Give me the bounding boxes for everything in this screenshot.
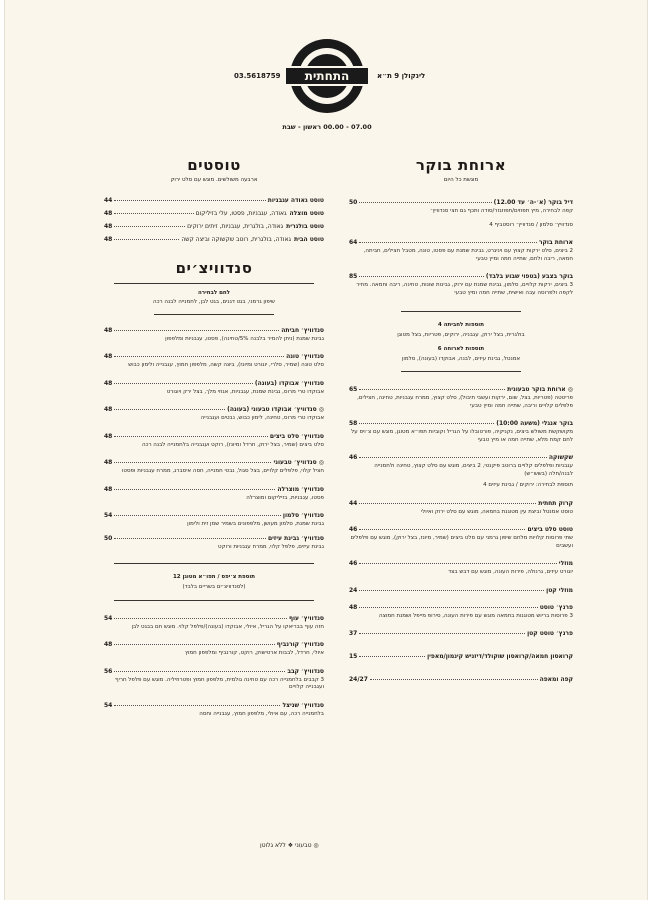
toasts-sandwiches-section <box>104 156 324 718</box>
item-price: 50 <box>104 534 113 542</box>
item-description: עגבניות ופלפלים קלויים ברוטב פיקנטי, 2 ביצים, מוגש עם סלט קצוץ, טחינה ולחמנייה לבנה/חלה (בשש״ש) <box>374 463 573 477</box>
menu-item <box>104 535 324 552</box>
menu-item <box>104 236 324 243</box>
menu-item <box>349 454 573 490</box>
menu-item <box>349 273 573 297</box>
item-name: סנדוויץ׳ אבוקדו (בעונה) <box>254 379 324 387</box>
item-price: 48 <box>104 236 113 243</box>
item-description: יוגורט עיזים, גרנולה, פירות העונה, מוגש עם דבש בצד <box>448 569 573 575</box>
item-name: טוסט מוצלה <box>289 210 324 217</box>
item-name: בוקר בצבע (בטפוי שבוע בלבד) <box>485 273 573 280</box>
breakfast-subtitle: מוגשת כל היום <box>443 177 479 183</box>
item-name: בוקר אנגלי (משעה 10:00) <box>496 420 573 427</box>
item-price: 37 <box>349 630 358 637</box>
item-price: 54 <box>104 614 113 622</box>
item-price: 56 <box>104 667 113 675</box>
menu-item <box>104 197 324 204</box>
item-description: סלט ביצים (שמיר, בצל ירוק, חרדל ומיונז), רוקט ועגבנייה בלחמנייה לבנה רכה <box>141 441 324 448</box>
item-price: 50 <box>349 199 358 206</box>
extras-desc: אמנטל, גבינת עיזים, לבנה, אבוקדו (בעונה), סלמון <box>401 355 521 362</box>
item-price: 48 <box>104 210 113 217</box>
item-description: גבינת עיזים, פלפל קלוי, ממרח עגבניות ורוקט <box>218 543 324 550</box>
menu-item <box>104 210 324 217</box>
item-price: 48 <box>104 223 113 230</box>
legend-footer: ◎ טבעוני ❖ ללא גלוטן <box>260 842 319 849</box>
divider <box>401 311 521 312</box>
menu-item <box>104 406 324 423</box>
item-name: קרוק תחתית <box>538 499 573 507</box>
breakfast-section <box>349 156 573 683</box>
item-name: ◎ סנדוויץ׳ אבוקדו טבעוני (בעונה) <box>227 406 324 413</box>
phone: 03.5618759 <box>234 72 281 80</box>
menu-item <box>104 327 324 344</box>
divider <box>114 283 314 284</box>
item-name: סנדוויץ׳ קורנביף <box>276 641 324 648</box>
menu-item <box>104 702 324 719</box>
item-name: סנדוויץ׳ מוצרלה <box>277 485 324 493</box>
menu-item <box>104 433 324 450</box>
item-name: ארוחת בוקר <box>538 239 573 246</box>
extras-desc: בולגרית, בצל ירוק, עגבניה, ירוקים, פטריות, בצל מטוגן <box>397 332 525 338</box>
item-description: טוסט אמנטל וביצת עין מטוגנת בחמאה, מוגש עם סלט ירוק ואיולי <box>420 508 573 515</box>
item-price: 46 <box>349 526 358 533</box>
menu-item <box>349 560 573 577</box>
toasts-subtitle: ארבעה משולשים. מוגש עם סלט ירוק <box>170 177 258 183</box>
divider <box>401 371 521 372</box>
item-description: מקושקשת משולש ביצים, נקניקיה, פורטובלו על הגריל וקוביות תפו״א מטוגן, מוגש עם צ׳ויס על לחם קמח מלא, שתייה חמה או מיץ טבעי <box>351 429 573 443</box>
item-price: 24/27 <box>349 676 368 683</box>
menu-item <box>104 641 324 658</box>
item-name: טוסט גאודה עגבניות <box>267 197 324 204</box>
item-price: 48 <box>104 641 113 648</box>
item-price: 46 <box>349 454 358 461</box>
menu-item <box>349 239 573 263</box>
menu-item <box>104 353 324 370</box>
extras-title: תוספות לארוחה 6 <box>437 345 485 352</box>
chips-addon: תוספת צ׳יפס / תפו״א מטוגן 12 <box>172 574 256 580</box>
menu-item <box>349 676 573 683</box>
divider <box>114 600 314 601</box>
item-note: תוספת לבחירה: ירוקים / גבינת עיזים 4 <box>483 482 573 488</box>
item-description: איולי, חרדל, לבבות ארטישוק, רוקט, קורנביף ומלפפון חמוץ <box>184 650 324 656</box>
item-description: קפה לבחירה, מיץ תפוזים/תפוזגזר/סודה ותכף גם חצי סנדוויץ׳ <box>430 208 573 214</box>
item-name: קפה ומאפה <box>539 676 573 683</box>
menu-item <box>104 380 324 397</box>
item-price: 54 <box>104 701 113 709</box>
item-price: 48 <box>104 353 113 360</box>
menu-item <box>104 668 324 692</box>
toasts-title: טוסטים <box>187 156 241 174</box>
item-price: 24 <box>349 586 358 594</box>
item-name: סנדוויץ׳ טונה <box>286 353 324 360</box>
restaurant-logo <box>290 39 364 113</box>
item-description: אבוקדו טרי מרוס, גבינת שמנת, עגבניות, אגוזי מלך, בצל ירק ויוגורט <box>166 388 324 395</box>
divider <box>154 314 274 315</box>
opening-hours: 07.00 - 00.00 ראשון - שבת <box>282 123 372 131</box>
item-name: מוזלי <box>558 560 573 567</box>
menu-item <box>349 630 573 637</box>
item-price: 44 <box>349 499 358 507</box>
item-detail: גאודה, עגבניות, פסטו, עלי בזיליקום <box>195 210 287 217</box>
item-detail: גאודה, בולגרית, עגבניות, זיתים ירוקים <box>187 223 284 230</box>
menu-item <box>349 604 573 621</box>
item-description: פריטטה (פטריות, בצל, שום, ירקות ועשבי תיבול), סלט קצוץ, ממרח עגבניות, טחינה, חצילים, פלפלים קלויים וריבה, שתייה חמה ומיץ טבעי <box>357 395 573 409</box>
item-name: סנדוויץ׳ סלמון <box>282 512 324 519</box>
menu-item <box>104 459 324 476</box>
logo-text: התחתית <box>286 66 368 86</box>
bread-desc: שיפון גרמני, בגט דגנים, בגט לבן, לחמנייה לבנה רכה <box>153 299 275 305</box>
item-price: 48 <box>104 379 113 387</box>
item-price: 65 <box>349 386 358 393</box>
menu-item <box>104 486 324 503</box>
breakfast-title: ארוחת בוקר <box>415 156 507 174</box>
item-price: 85 <box>349 273 358 280</box>
item-description: גבינת שמנת, סלמון מעושן, מלפפונים בשמיר שמן זית ולימון <box>187 521 324 527</box>
item-name: מוזלי קטן <box>546 586 573 594</box>
item-description: גבינת שמנת (ניתן להמיר בלבנה 5%/טחינה), פסטו, עגבניות ומלפפון <box>165 335 324 342</box>
item-description: 3 פרוסות בריוש מטוגנות בחמאה מוגש עם פירות העונה, סירופ מייפל ושמנת חמוצה <box>379 612 573 619</box>
item-price: 58 <box>349 420 358 427</box>
item-price: 48 <box>104 326 113 334</box>
sandwiches-title: סנדוויצ׳ים <box>175 259 253 277</box>
item-description: חזה עוף בבריאקו על הגריל, איולי, אבוקדו (בעונה)/פלפל קלוי. מוגש חם בבגט לבן <box>131 623 324 630</box>
menu-item <box>349 420 573 444</box>
item-name: טוסט הבית <box>293 236 324 243</box>
item-name: סנדוויץ׳ קבב <box>287 667 324 675</box>
item-name: פרנץ׳ טוסט <box>539 603 573 611</box>
menu-item <box>349 653 573 660</box>
item-name: שקשוקה <box>548 454 573 461</box>
item-price: 15 <box>349 653 358 660</box>
item-note: סנדוויץ׳ סלמון / סנדוויץ׳ רוסטביף 4 <box>489 221 573 228</box>
chips-note: (לסנדוויצ׳ים בשריים בלבד) <box>182 584 246 590</box>
item-price: 54 <box>104 512 113 519</box>
item-name: פרנץ׳ טוסט קטן <box>527 630 573 637</box>
menu-item <box>104 223 324 230</box>
item-description: 3 קבבים בלחמנייה רכה עם טחינה גולמית, מלפפון חמוץ ופטרוזיליה. מוגש עם פלפל חריף ועגבנייה קלויים <box>115 676 324 690</box>
item-description: אבוקדו טרי מרוס, טחינה, לימון כבוש, נבטים ועגבנייה <box>200 415 324 421</box>
item-price: 48 <box>104 459 113 466</box>
item-price: 48 <box>104 406 113 413</box>
item-name: סנדוויץ׳ גבינת עיזים <box>267 534 324 542</box>
item-name: ◎ ארוחת בוקר טבעונית <box>507 386 573 393</box>
item-price: 48 <box>104 432 113 440</box>
item-description: 3 ביצים, ירקות קלויים, סלמון, גבינת שמנת עם ירוק, גבינות שונות, טחינה, ריבה וחמאה. מחיר לקפה ולפרוסה עבה ואישית, שתייה חמה ומיץ טבעי <box>356 282 573 296</box>
item-name: סנדוויץ׳ סלט ביצים <box>269 432 324 440</box>
item-description: סלט טונה (שמיר, סלרי, יוגורט ומיונז), ביצה קשה, מלפפון חמוץ, עגבנייה ולימון כבוש <box>128 362 324 368</box>
item-detail: גאודה, בולגרית, רוטב שקשוקה וביצה קשה <box>181 236 291 243</box>
item-description: חציל קלוי, פלפלים קלויים, בצל סגול, נבטי חמנייה, חסה איסברג, ממרח עגבניות ופסטו <box>121 468 324 474</box>
item-name: טוסט סלט ביצים <box>527 526 573 533</box>
item-price: 64 <box>349 239 358 246</box>
item-description: בלחמנייה רכה, עם איולי, מלפפון חמוץ, עגבנייה וחסה <box>199 710 324 717</box>
divider <box>114 563 314 564</box>
extras-title: תוספות לחביתה 4 <box>438 322 484 328</box>
address: לינקולן 9 ת״א <box>377 72 426 80</box>
menu-item <box>349 587 573 594</box>
item-price: 46 <box>349 560 358 567</box>
bread-title: לחם לבחירה <box>197 290 231 296</box>
menu-item <box>349 199 573 229</box>
item-name: דיל בוקר (א׳-ה׳ עד 12.00) <box>493 199 573 206</box>
item-name: סנדוויץ׳ עוף <box>288 614 324 622</box>
item-name: קרואסון חמאה/קרואסון שוקולד/דיזניש קינמון/מאפין <box>427 653 573 660</box>
item-price: 44 <box>104 197 113 204</box>
item-name: סנדוויץ׳ חביתה <box>281 326 324 334</box>
menu-item <box>349 526 573 550</box>
item-description: פסטו, עגבניות, בזיליקום ומוצרלה <box>246 494 324 501</box>
menu-page <box>4 0 648 900</box>
item-description: 2 ביצים, סלט ירקות קצוץ עם ויניגרט, גבינת שמנת עם פסטו, טונה, מטבל חצילים, חביתה, חמאה, ריבה ולחם, שתייה חמה ומיץ טבעי <box>363 248 573 262</box>
menu-item <box>104 615 324 632</box>
menu-item <box>349 386 573 410</box>
item-name: ◎ סנדוויץ׳ טבעוני <box>273 459 324 466</box>
item-description: שתי פרוסות קלויות מלחם שיפון גרמני עם סלט ביצים (שמיר, מיונז, בצל ירוק), מוגש עם פלפלים ועשבים <box>350 535 573 549</box>
menu-item <box>104 512 324 529</box>
item-name: טוסט בולגרית <box>286 223 324 230</box>
item-price: 48 <box>349 603 358 611</box>
item-price: 48 <box>104 485 113 493</box>
menu-item <box>349 500 573 517</box>
item-name: סנדוויץ׳ שניצל <box>282 701 324 709</box>
